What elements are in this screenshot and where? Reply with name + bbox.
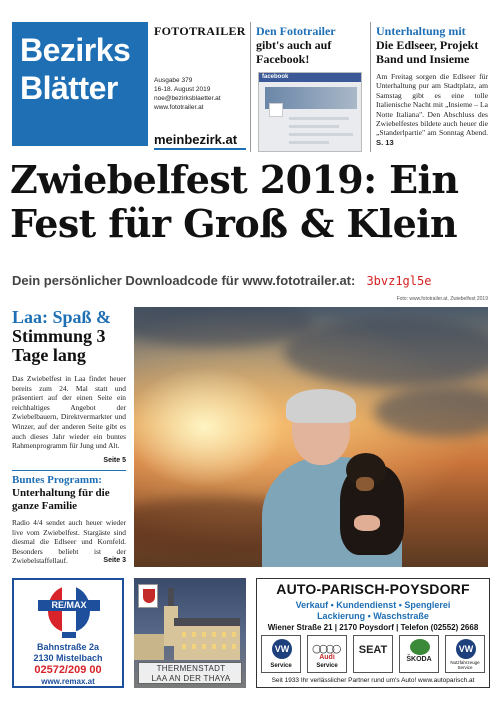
person-hair [286, 389, 356, 423]
skoda-word: ŠKODA [406, 656, 432, 663]
issue-date: 16-18. August 2019 [154, 86, 211, 93]
town-line-1: THERMENSTADT [156, 664, 226, 673]
remax-logo: RE/MAX [38, 600, 100, 611]
seat-logo: SEAT [358, 644, 388, 656]
secondary-story-body: Radio 4/4 sendet auch heuer wieder live vom Zwiebelfest. Stargäste sind diesmal die Edlseer und Kornfeld. Besonders beliebt ist der Zwiebelstaffellauf. [12, 518, 126, 566]
dog-snout [356, 477, 374, 491]
main-story-title[interactable] [12, 308, 132, 365]
facebook-profile-pic [269, 103, 283, 117]
remax-basket [62, 632, 76, 638]
person-hand [354, 515, 380, 531]
site-link[interactable]: meinbezirk.at [154, 132, 238, 147]
facebook-text-line [289, 125, 339, 128]
facebook-teaser-line-2: gibt's auch auf Facebook! [256, 38, 332, 66]
entertainment-teaser-line-1: Unterhaltung mit [376, 24, 466, 38]
facebook-screenshot[interactable] [258, 72, 362, 152]
download-code-line [12, 270, 492, 289]
facebook-brand: facebook [262, 74, 289, 80]
thermenstadt-ad[interactable] [134, 578, 246, 688]
secondary-story-title-line-1: Buntes Programm: [12, 474, 102, 486]
secondary-story-page-ref[interactable]: Seite 3 [103, 557, 126, 564]
autoparisch-ad[interactable] [256, 578, 490, 688]
facebook-teaser-title[interactable] [256, 24, 364, 66]
brand-audi-service [307, 635, 347, 673]
column-divider [370, 22, 371, 152]
vw-logo-icon: VW [272, 639, 292, 659]
autoparisch-address: Wiener Straße 21 | 2170 Poysdorf | Telefon (02552) 2668 [267, 623, 479, 632]
issue-info [154, 76, 221, 112]
site-underline [154, 148, 246, 150]
audi-word: Audi [319, 654, 335, 661]
entertainment-teaser-body [376, 72, 488, 147]
remax-web[interactable]: www.remax.at [41, 677, 95, 686]
main-story-body: Das Zwiebelfest in Laa findet heuer bereits zum 24. Mal statt und präsentiert auf der einen Seite ein reichhaltiges Angebot der Zwiebelbauern, Direktvermarkter und Winzer, auf der anderen Seite gibt es auch dieses Jahr wieder ein buntes Rahmenprogramm für Jung und Alt. [12, 374, 126, 451]
autoparisch-title: AUTO-PARISCH-POYSDORF [276, 581, 470, 597]
download-text: Dein persönlicher Downloadcode für www.fototrailer.at: [12, 273, 356, 288]
autoparisch-footer[interactable]: Seit 1933 Ihr verlässlicher Partner rund um's Auto! www.autoparisch.at [271, 677, 475, 684]
remax-phone: 02572/209 00 [34, 664, 102, 676]
remax-address-line-1: Bahnstraße 2a [36, 642, 100, 652]
cloud [134, 307, 314, 347]
cover-photo[interactable] [134, 307, 488, 567]
entertainment-teaser-page-ref[interactable]: S. 13 [376, 137, 394, 147]
facebook-text-line [289, 117, 349, 120]
tower-spire [168, 588, 174, 608]
download-code[interactable]: 3bvz1gl5e [366, 274, 432, 288]
vw-logo-icon: VW [456, 639, 476, 659]
town-crest-icon [138, 584, 158, 608]
main-story-page-ref[interactable]: Seite 5 [103, 457, 126, 464]
facebook-text-line [289, 133, 353, 136]
main-story-title-line-2: Stimmung 3 Tage lang [12, 326, 106, 365]
brand-seat [353, 635, 393, 673]
issue-number: Ausgabe 379 [154, 77, 193, 84]
column-divider [250, 22, 251, 152]
autoparisch-services-2: Lackierung • Waschstraße [317, 611, 429, 621]
brand-skoda [399, 635, 439, 673]
roof [174, 618, 240, 626]
brand-vw-nutzfahrzeuge [445, 635, 485, 673]
facebook-teaser-line-1: Den Fototrailer [256, 24, 336, 38]
issue-website[interactable]: www.fototrailer.at [154, 104, 204, 111]
cloud [284, 317, 488, 387]
secondary-story-title-line-2: Unterhaltung für die ganze Familie [12, 487, 110, 512]
building-left [134, 634, 164, 660]
skoda-logo-icon [410, 639, 430, 655]
brand-label: Service [270, 663, 292, 669]
remax-address-line-2: 2130 Mistelbach [33, 653, 103, 663]
main-story-title-line-1: Laa: Spaß & [12, 307, 112, 327]
logo-line-2: Blätter [20, 70, 118, 106]
logo-line-1: Bezirks [20, 32, 131, 68]
autoparisch-services-1: Verkauf • Kundendienst • Spenglerei [295, 600, 451, 610]
entertainment-teaser-text: Am Freitag sorgen die Edlseer für Unterhaltung pur am Stadtplatz, am Samstag gibt es eine tolle Italienische Nacht mit „Insieme – La Notte Italiana". Den Abschluss des Zwiebelfestes bildete auch heuer die „Standerlpartie" am Sonntag Abend. [376, 72, 488, 138]
facebook-text-line [289, 141, 329, 144]
story-divider [12, 470, 126, 471]
entertainment-teaser-title[interactable] [376, 24, 488, 66]
brand-vw-service [261, 635, 301, 673]
photo-credit: Foto: www.fototrailer.at, Zwiebelfest 2019 [396, 296, 488, 302]
bezirksblaetter-logo[interactable] [12, 22, 148, 146]
entertainment-teaser-line-2: Die Edlseer, Projekt Band und Insieme [376, 38, 479, 66]
town-line-2: LAA AN DER THAYA [151, 674, 231, 683]
secondary-story-title[interactable] [12, 474, 128, 513]
brand-label: Nutzfahrzeuge Service [450, 660, 480, 670]
town-banner [138, 662, 242, 684]
brand-label: Service [316, 663, 338, 669]
remax-ad[interactable] [12, 578, 124, 688]
main-headline: Zwiebelfest 2019: Ein Fest für Groß & Klein [10, 157, 459, 246]
fototrailer-label: FOTOTRAILER [154, 24, 246, 38]
issue-email[interactable]: noe@bezirksblaetter.at [154, 95, 221, 102]
cloud [374, 387, 488, 437]
audi-rings-icon: ○○○○ [312, 642, 339, 655]
